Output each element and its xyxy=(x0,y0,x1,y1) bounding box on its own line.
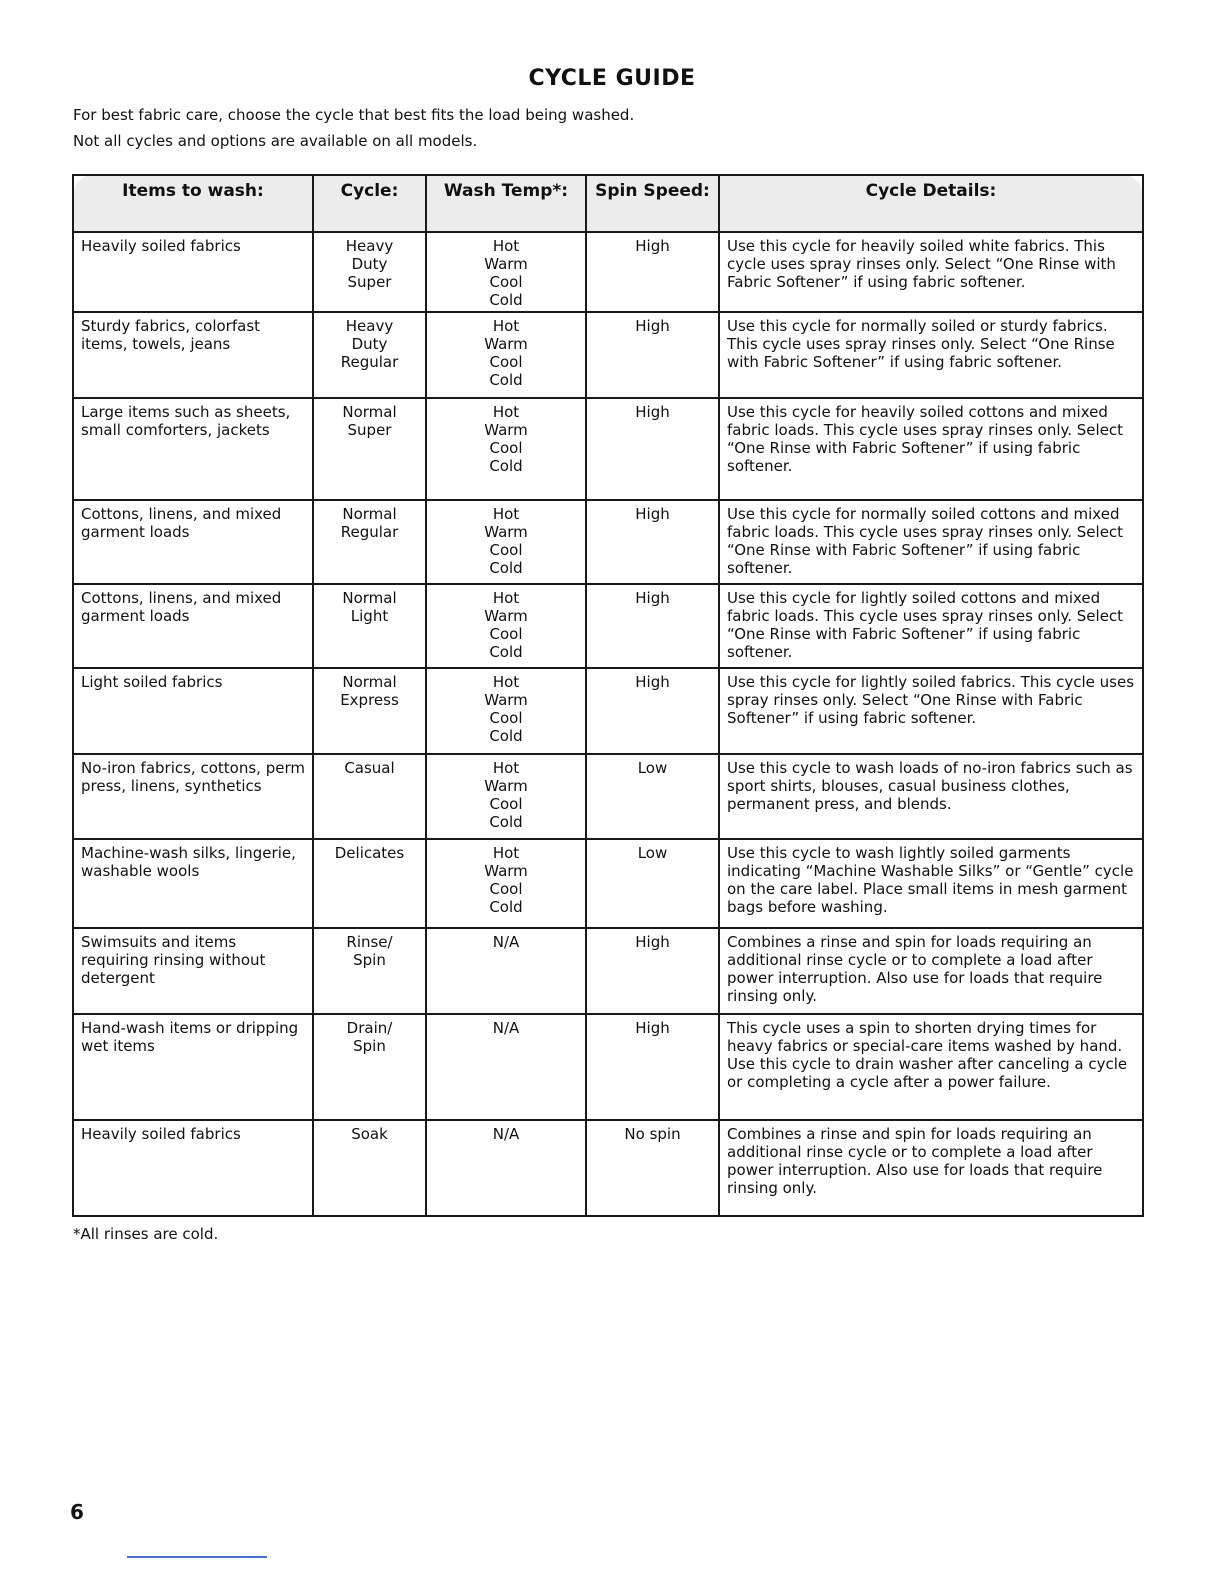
cell-wash-temp-line: Cool xyxy=(489,625,523,643)
page-title: CYCLE GUIDE xyxy=(528,66,696,91)
cell-spin-speed: High xyxy=(586,668,719,754)
table-row xyxy=(73,584,1143,668)
header-wash-temp: Wash Temp*: xyxy=(426,175,586,232)
cycle-guide-table xyxy=(72,174,1144,1217)
table-row xyxy=(73,1014,1143,1120)
cell-spin-speed: Low xyxy=(586,754,719,839)
cell-wash-temp-line: N/A xyxy=(492,1019,520,1037)
cell-cycle-line: Normal xyxy=(342,673,397,691)
cell-wash-temp-line: Cool xyxy=(489,439,523,457)
cell-wash-temp-line: Hot xyxy=(492,403,520,421)
cell-wash-temp xyxy=(426,232,586,312)
cell-wash-temp-line: Cool xyxy=(489,273,523,291)
cell-wash-temp-line: Hot xyxy=(492,505,520,523)
cell-cycle-details: Combines a rinse and spin for loads requiring an additional rinse cycle or to complete a load after power interruption. Also use for loads that require rinsing only. xyxy=(719,1120,1143,1216)
cell-cycle-line: Drain/ xyxy=(346,1019,393,1037)
cell-spin-speed: High xyxy=(586,928,719,1014)
cell-cycle-details: Use this cycle to wash loads of no-iron fabrics such as sport shirts, blouses, casual business clothes, permanent press, and blends. xyxy=(719,754,1143,839)
cell-items: Swimsuits and items requiring rinsing without detergent xyxy=(73,928,313,1014)
cell-cycle xyxy=(313,754,426,839)
table-row xyxy=(73,928,1143,1014)
bottom-rule xyxy=(127,1556,267,1558)
cell-wash-temp xyxy=(426,754,586,839)
cell-cycle-line: Spin xyxy=(353,1037,386,1055)
intro-line-1: For best fabric care, choose the cycle that best fits the load being washed. xyxy=(73,106,635,124)
header-cycle: Cycle: xyxy=(313,175,426,232)
table-row xyxy=(73,500,1143,584)
cell-wash-temp xyxy=(426,1120,586,1216)
cell-wash-temp xyxy=(426,1014,586,1120)
cell-cycle-line: Soak xyxy=(351,1125,388,1143)
cell-items: Machine-wash silks, lingerie, washable wools xyxy=(73,839,313,928)
cell-wash-temp-line: Warm xyxy=(484,607,528,625)
footnote: *All rinses are cold. xyxy=(73,1225,219,1243)
cell-cycle xyxy=(313,1120,426,1216)
cell-wash-temp-line: Hot xyxy=(492,589,520,607)
cell-spin-speed: High xyxy=(586,500,719,584)
cell-wash-temp-line: Cold xyxy=(489,371,523,389)
cell-cycle-line: Rinse/ xyxy=(346,933,393,951)
cell-cycle-line: Super xyxy=(347,273,392,291)
cell-items: Hand-wash items or dripping wet items xyxy=(73,1014,313,1120)
cell-spin-speed: No spin xyxy=(586,1120,719,1216)
cell-items: Heavily soiled fabrics xyxy=(73,1120,313,1216)
cell-wash-temp-line: Hot xyxy=(492,317,520,335)
cell-cycle-line: Normal xyxy=(342,505,397,523)
cell-wash-temp-line: Cold xyxy=(489,727,523,745)
cell-cycle xyxy=(313,398,426,500)
cell-cycle xyxy=(313,312,426,398)
cell-cycle-details: Use this cycle for normally soiled or sturdy fabrics. This cycle uses spray rinses only. Select “One Rinse with Fabric Softener” if using fabric softener. xyxy=(719,312,1143,398)
cell-wash-temp-line: N/A xyxy=(492,933,520,951)
cell-items: Large items such as sheets, small comforters, jackets xyxy=(73,398,313,500)
cell-wash-temp-line: Cool xyxy=(489,795,523,813)
cell-cycle xyxy=(313,584,426,668)
table-row xyxy=(73,839,1143,928)
cell-wash-temp-line: Warm xyxy=(484,255,528,273)
cell-cycle-line: Duty xyxy=(351,335,388,353)
cell-cycle xyxy=(313,232,426,312)
cell-cycle-line: Super xyxy=(347,421,392,439)
cell-cycle-details: Use this cycle for lightly soiled fabrics. This cycle uses spray rinses only. Select “One Rinse with Fabric Softener” if using fabric softener. xyxy=(719,668,1143,754)
cell-wash-temp xyxy=(426,398,586,500)
cell-wash-temp-line: Warm xyxy=(484,777,528,795)
table-header-row xyxy=(73,175,1143,232)
cell-wash-temp xyxy=(426,668,586,754)
cell-cycle xyxy=(313,839,426,928)
cell-wash-temp xyxy=(426,500,586,584)
table-row xyxy=(73,398,1143,500)
cell-cycle-details: Use this cycle to wash lightly soiled garments indicating “Machine Washable Silks” or “Gentle” cycle on the care label. Place small items in mesh garment bags before washing. xyxy=(719,839,1143,928)
intro-line-2: Not all cycles and options are available on all models. xyxy=(73,132,478,150)
cell-wash-temp-line: Cold xyxy=(489,291,523,309)
table-row xyxy=(73,754,1143,839)
cell-cycle-line: Heavy xyxy=(345,237,394,255)
cell-wash-temp-line: N/A xyxy=(492,1125,520,1143)
header-cycle-details: Cycle Details: xyxy=(719,175,1143,232)
table-row xyxy=(73,1120,1143,1216)
cell-cycle xyxy=(313,1014,426,1120)
cell-wash-temp-line: Hot xyxy=(492,673,520,691)
cell-spin-speed: Low xyxy=(586,839,719,928)
cell-wash-temp-line: Hot xyxy=(492,844,520,862)
cell-wash-temp-line: Cool xyxy=(489,709,523,727)
cell-cycle xyxy=(313,500,426,584)
cell-wash-temp xyxy=(426,584,586,668)
cell-items: Heavily soiled fabrics xyxy=(73,232,313,312)
cell-wash-temp xyxy=(426,839,586,928)
cell-items: Sturdy fabrics, colorfast items, towels, jeans xyxy=(73,312,313,398)
cell-wash-temp-line: Hot xyxy=(492,237,520,255)
cell-cycle-line: Duty xyxy=(351,255,388,273)
cell-cycle-line: Regular xyxy=(340,523,399,541)
cell-items: Light soiled fabrics xyxy=(73,668,313,754)
cell-wash-temp-line: Cool xyxy=(489,541,523,559)
cell-cycle xyxy=(313,668,426,754)
cell-items: Cottons, linens, and mixed garment loads xyxy=(73,584,313,668)
cell-cycle-line: Casual xyxy=(344,759,395,777)
header-spin-speed: Spin Speed: xyxy=(586,175,719,232)
cell-items: No-iron fabrics, cottons, perm press, linens, synthetics xyxy=(73,754,313,839)
cell-cycle-line: Delicates xyxy=(334,844,405,862)
cell-cycle-details: Combines a rinse and spin for loads requiring an additional rinse cycle or to complete a load after power interruption. Also use for loads that require rinsing only. xyxy=(719,928,1143,1014)
cell-wash-temp-line: Cold xyxy=(489,898,523,916)
cell-wash-temp-line: Warm xyxy=(484,335,528,353)
cell-spin-speed: High xyxy=(586,398,719,500)
header-items: Items to wash: xyxy=(73,175,313,232)
cell-wash-temp-line: Cold xyxy=(489,559,523,577)
table-row xyxy=(73,232,1143,312)
cell-wash-temp-line: Cold xyxy=(489,813,523,831)
cell-cycle-line: Express xyxy=(340,691,399,709)
cell-cycle-details: Use this cycle for normally soiled cottons and mixed fabric loads. This cycle uses spray rinses only. Select “One Rinse with Fabric Softener” if using fabric softener. xyxy=(719,500,1143,584)
cell-wash-temp-line: Cold xyxy=(489,457,523,475)
cell-cycle-details: Use this cycle for heavily soiled white fabrics. This cycle uses spray rinses only. Select “One Rinse with Fabric Softener” if using fabric softener. xyxy=(719,232,1143,312)
cell-spin-speed: High xyxy=(586,1014,719,1120)
cell-wash-temp-line: Hot xyxy=(492,759,520,777)
cell-cycle-details: Use this cycle for lightly soiled cottons and mixed fabric loads. This cycle uses spray rinses only. Select “One Rinse with Fabric Softener” if using fabric softener. xyxy=(719,584,1143,668)
page-number: 6 xyxy=(70,1500,84,1524)
cell-cycle-line: Spin xyxy=(353,951,386,969)
table-row xyxy=(73,312,1143,398)
cell-cycle-line: Regular xyxy=(340,353,399,371)
cell-wash-temp-line: Warm xyxy=(484,421,528,439)
cell-wash-temp xyxy=(426,928,586,1014)
cell-wash-temp-line: Warm xyxy=(484,862,528,880)
table-row xyxy=(73,668,1143,754)
cell-cycle-line: Normal xyxy=(342,589,397,607)
cell-cycle xyxy=(313,928,426,1014)
cell-spin-speed: High xyxy=(586,232,719,312)
cell-wash-temp-line: Cool xyxy=(489,353,523,371)
cell-wash-temp xyxy=(426,312,586,398)
cell-spin-speed: High xyxy=(586,312,719,398)
cell-wash-temp-line: Cool xyxy=(489,880,523,898)
cell-wash-temp-line: Warm xyxy=(484,523,528,541)
cell-cycle-line: Normal xyxy=(342,403,397,421)
cell-cycle-line: Light xyxy=(350,607,389,625)
table-body xyxy=(73,232,1143,1216)
cell-cycle-line: Heavy xyxy=(345,317,394,335)
cell-items: Cottons, linens, and mixed garment loads xyxy=(73,500,313,584)
cell-wash-temp-line: Cold xyxy=(489,643,523,661)
cell-cycle-details: Use this cycle for heavily soiled cottons and mixed fabric loads. This cycle uses spray rinses only. Select “One Rinse with Fabric Softener” if using fabric softener. xyxy=(719,398,1143,500)
cell-cycle-details: This cycle uses a spin to shorten drying times for heavy fabrics or special-care items washed by hand. Use this cycle to drain washer after canceling a cycle or completing a cycle after a power failure. xyxy=(719,1014,1143,1120)
cell-spin-speed: High xyxy=(586,584,719,668)
cell-wash-temp-line: Warm xyxy=(484,691,528,709)
